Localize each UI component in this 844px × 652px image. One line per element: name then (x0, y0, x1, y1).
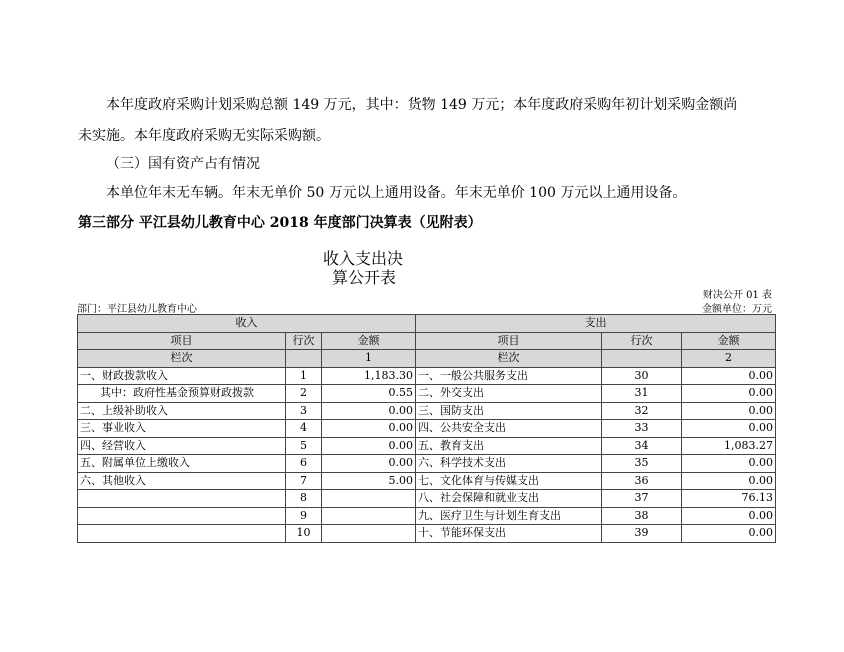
income-item-cell: 五、附属单位上缴收入 (78, 455, 286, 473)
expense-amount-cell: 76.13 (682, 490, 776, 508)
expense-item-cell: 四、公共安全支出 (416, 420, 602, 438)
expense-amount-cell: 0.00 (682, 402, 776, 420)
income-amount-cell: 0.00 (322, 437, 416, 455)
expense-header: 支出 (416, 315, 776, 333)
income-amount-cell: 0.00 (322, 455, 416, 473)
expense-item-cell: 三、国防支出 (416, 402, 602, 420)
table-row (78, 472, 776, 490)
income-item-cell: 一、财政拨款收入 (78, 367, 286, 385)
table-row (78, 420, 776, 438)
table-row (78, 490, 776, 508)
income-row-no-cell: 9 (286, 507, 322, 525)
expense-row-no-cell: 35 (602, 455, 682, 473)
income-item-cell: 四、经营收入 (78, 437, 286, 455)
paragraph-assets-heading: （三）国有资产占有情况 (106, 156, 260, 172)
expense-amount-cell: 0.00 (682, 525, 776, 543)
income-col-number: 1 (322, 350, 416, 368)
table-row (78, 437, 776, 455)
income-amount-cell: 1,183.30 (322, 367, 416, 385)
expense-amount-cell: 0.00 (682, 367, 776, 385)
table-row (78, 367, 776, 385)
table-title-line1: 收入支出决 (323, 249, 404, 268)
income-expense-table (77, 314, 776, 543)
expense-item-cell: 五、教育支出 (416, 437, 602, 455)
table-row (78, 402, 776, 420)
expense-row-no-cell: 36 (602, 472, 682, 490)
expense-row-no-cell: 37 (602, 490, 682, 508)
expense-amount-cell: 0.00 (682, 455, 776, 473)
table-header-columns (78, 332, 776, 350)
form-code: 财决公开 01 表 (702, 290, 772, 301)
income-row-no-cell: 10 (286, 525, 322, 543)
section-heading: 第三部分 平江县幼儿教育中心 2018 年度部门决算表（见附表） (78, 215, 482, 231)
table-row (78, 385, 776, 403)
expense-row-no-cell: 33 (602, 420, 682, 438)
income-row-no-cell: 4 (286, 420, 322, 438)
income-row-no-header: 行次 (286, 332, 322, 350)
table-header-group (78, 315, 776, 333)
expense-item-header: 项目 (416, 332, 602, 350)
expense-col-number: 2 (682, 350, 776, 368)
expense-item-cell: 十、节能环保支出 (416, 525, 602, 543)
expense-amount-cell: 0.00 (682, 472, 776, 490)
income-amount-cell (322, 490, 416, 508)
expense-amount-cell: 0.00 (682, 507, 776, 525)
income-row-no-cell: 1 (286, 367, 322, 385)
income-item-header: 项目 (78, 332, 286, 350)
department-label: 部门：平江县幼儿教育中心 (77, 304, 197, 315)
expense-row-no-cell: 30 (602, 367, 682, 385)
income-row-no-cell: 5 (286, 437, 322, 455)
expense-item-cell: 七、文化体育与传媒支出 (416, 472, 602, 490)
table-column-index (78, 350, 776, 368)
expense-item-cell: 一、一般公共服务支出 (416, 367, 602, 385)
expense-row-no-header: 行次 (602, 332, 682, 350)
income-amount-cell: 5.00 (322, 472, 416, 490)
income-row-no-cell: 3 (286, 402, 322, 420)
income-row-no-cell: 2 (286, 385, 322, 403)
expense-amount-cell: 0.00 (682, 420, 776, 438)
income-row-no-cell: 7 (286, 472, 322, 490)
income-header: 收入 (78, 315, 416, 333)
expense-col-label: 栏次 (416, 350, 602, 368)
table-title-line2: 算公开表 (332, 268, 397, 287)
expense-row-no-cell: 39 (602, 525, 682, 543)
income-amount-cell: 0.00 (322, 420, 416, 438)
expense-item-cell: 六、科学技术支出 (416, 455, 602, 473)
expense-col-blank (602, 350, 682, 368)
income-row-no-cell: 8 (286, 490, 322, 508)
table-row (78, 455, 776, 473)
income-row-no-cell: 6 (286, 455, 322, 473)
income-item-cell (78, 507, 286, 525)
income-col-label: 栏次 (78, 350, 286, 368)
table-row (78, 525, 776, 543)
expense-item-cell: 九、医疗卫生与计划生育支出 (416, 507, 602, 525)
income-col-blank (286, 350, 322, 368)
income-amount-cell (322, 507, 416, 525)
expense-row-no-cell: 34 (602, 437, 682, 455)
expense-amount-cell: 0.00 (682, 385, 776, 403)
income-item-cell (78, 525, 286, 543)
income-item-cell: 三、事业收入 (78, 420, 286, 438)
income-amount-cell (322, 525, 416, 543)
expense-row-no-cell: 38 (602, 507, 682, 525)
income-amount-cell: 0.55 (322, 385, 416, 403)
expense-amount-cell: 1,083.27 (682, 437, 776, 455)
paragraph-procurement-line2: 未实施。本年度政府采购无实际采购额。 (78, 128, 330, 144)
paragraph-assets: 本单位年末无车辆。年末无单价 50 万元以上通用设备。年末无单价 100 万元以上通用设备。 (106, 185, 687, 201)
expense-row-no-cell: 32 (602, 402, 682, 420)
expense-row-no-cell: 31 (602, 385, 682, 403)
income-item-cell: 六、其他收入 (78, 472, 286, 490)
expense-item-cell: 八、社会保障和就业支出 (416, 490, 602, 508)
income-item-cell (78, 490, 286, 508)
table-body (78, 367, 776, 542)
income-amount-header: 金额 (322, 332, 416, 350)
unit-label: 金额单位：万元 (702, 304, 772, 315)
income-item-cell: 二、上级补助收入 (78, 402, 286, 420)
income-amount-cell: 0.00 (322, 402, 416, 420)
table-row (78, 507, 776, 525)
income-item-cell: 其中：政府性基金预算财政拨款 (78, 385, 286, 403)
expense-item-cell: 二、外交支出 (416, 385, 602, 403)
expense-amount-header: 金额 (682, 332, 776, 350)
paragraph-procurement-line1: 本年度政府采购计划采购总额 149 万元，其中：货物 149 万元；本年度政府采购年初计划采购金额尚 (106, 97, 738, 113)
